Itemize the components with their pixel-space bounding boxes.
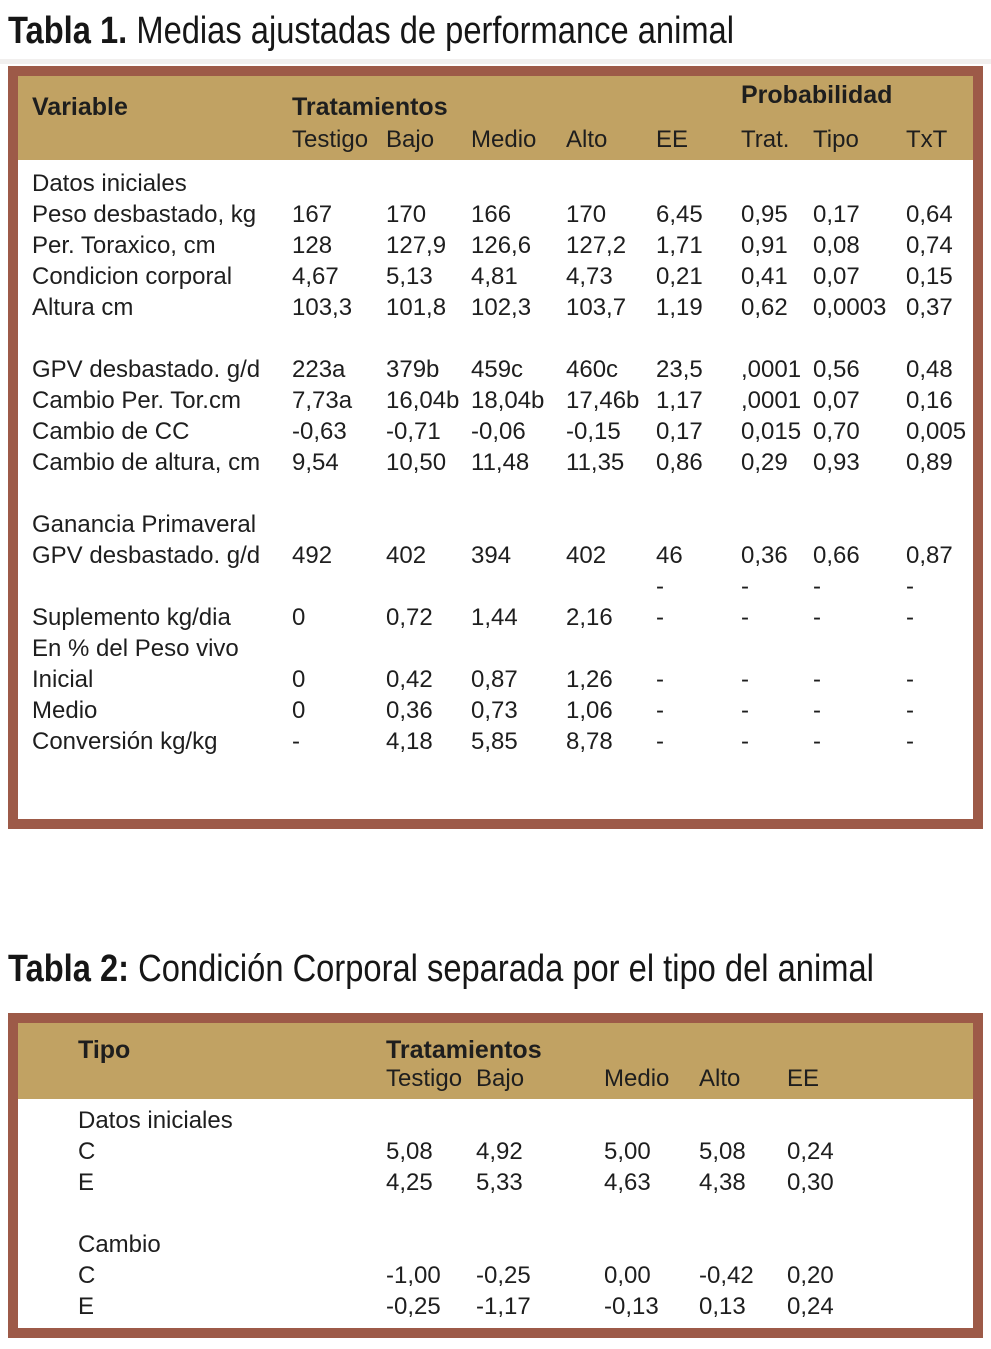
- value-cell: -: [656, 727, 664, 755]
- value-cell: 170: [386, 200, 427, 228]
- value-cell: 127,9: [386, 231, 447, 259]
- value-cell: -0,06: [471, 417, 526, 445]
- value-cell: -: [906, 665, 914, 693]
- value-cell: -: [741, 572, 749, 600]
- value-cell: 0,91: [741, 231, 788, 259]
- table1: [8, 66, 983, 829]
- value-cell: 0,07: [813, 262, 860, 290]
- value-cell: -: [656, 696, 664, 724]
- row-label: GPV desbastado. g/d: [32, 355, 261, 383]
- table-row: [18, 416, 973, 447]
- table2-subheader-medio: Medio: [604, 1065, 670, 1092]
- section-row: [18, 509, 973, 540]
- value-cell: 0,0003: [813, 293, 887, 321]
- table1-title: [8, 9, 853, 53]
- table-row: [18, 230, 973, 261]
- section-row: [18, 1229, 973, 1260]
- value-cell: -: [813, 603, 821, 631]
- row-label: Conversión kg/kg: [32, 727, 218, 755]
- value-cell: 0,005: [906, 417, 967, 445]
- row-label: GPV desbastado. g/d: [32, 541, 261, 569]
- value-cell: 0,16: [906, 386, 953, 414]
- table-row: [18, 292, 973, 323]
- table1-title-text: Medias ajustadas de performance animal: [127, 10, 735, 52]
- value-cell: 5,08: [699, 1137, 746, 1165]
- document-page: [0, 9, 991, 1349]
- value-cell: 402: [566, 541, 607, 569]
- value-cell: 0,29: [741, 448, 788, 476]
- value-cell: 5,13: [386, 262, 433, 290]
- spacer-row: [18, 478, 973, 509]
- value-cell: 170: [566, 200, 607, 228]
- value-cell: 23,5: [656, 355, 703, 383]
- value-cell: 492: [292, 541, 333, 569]
- value-cell: 0,74: [906, 231, 953, 259]
- table2-header-tratamientos: Tratamientos: [386, 1036, 542, 1064]
- table-row: [18, 1167, 973, 1198]
- row-label: Per. Toraxico, cm: [32, 231, 216, 259]
- value-cell: -: [656, 603, 664, 631]
- value-cell: 4,25: [386, 1168, 433, 1196]
- value-cell: 4,73: [566, 262, 613, 290]
- value-cell: ,0001: [741, 355, 802, 383]
- value-cell: 0,08: [813, 231, 860, 259]
- table2-title-label: Tabla 2:: [8, 948, 130, 990]
- value-cell: -: [741, 727, 749, 755]
- value-cell: 101,8: [386, 293, 447, 321]
- value-cell: 0,89: [906, 448, 953, 476]
- value-cell: 0,41: [741, 262, 788, 290]
- section-row: [18, 168, 973, 199]
- value-cell: 0,24: [787, 1137, 834, 1165]
- value-cell: 103,7: [566, 293, 627, 321]
- table1-subheader-medio: Medio: [471, 126, 537, 153]
- value-cell: 0,30: [787, 1168, 834, 1196]
- table-row: [18, 447, 973, 478]
- value-cell: 0,20: [787, 1261, 834, 1289]
- table1-subheader-alto: Alto: [566, 126, 608, 153]
- table1-header-variable: Variable: [32, 93, 128, 121]
- row-label: Condicion corporal: [32, 262, 233, 290]
- value-cell: -: [292, 727, 300, 755]
- value-cell: 9,54: [292, 448, 339, 476]
- value-cell: 103,3: [292, 293, 353, 321]
- value-cell: 0: [292, 603, 306, 631]
- value-cell: -0,25: [386, 1292, 441, 1320]
- table-row: [18, 1260, 973, 1291]
- value-cell: -: [813, 727, 821, 755]
- value-cell: 402: [386, 541, 427, 569]
- table1-body: [18, 160, 973, 757]
- value-cell: 1,44: [471, 603, 518, 631]
- spacer-row: [18, 1198, 973, 1229]
- value-cell: 0,64: [906, 200, 953, 228]
- section-row: [18, 1105, 973, 1136]
- value-cell: 0,21: [656, 262, 703, 290]
- table-row: [18, 695, 973, 726]
- value-cell: -: [813, 665, 821, 693]
- value-cell: 0,87: [906, 541, 953, 569]
- table2: [8, 1013, 983, 1338]
- row-label: C: [78, 1137, 96, 1165]
- table-row: [18, 571, 973, 602]
- value-cell: 11,35: [566, 448, 625, 476]
- value-cell: 1,06: [566, 696, 613, 724]
- table2-subheader-testigo: Testigo: [386, 1065, 463, 1092]
- value-cell: 394: [471, 541, 512, 569]
- value-cell: 4,38: [699, 1168, 746, 1196]
- table1-subheader-tipo: Tipo: [813, 126, 859, 153]
- value-cell: -: [906, 603, 914, 631]
- value-cell: -1,00: [386, 1261, 441, 1289]
- value-cell: -0,71: [386, 417, 441, 445]
- table1-header-probabilidad: Probabilidad: [741, 81, 893, 109]
- value-cell: -1,17: [476, 1292, 531, 1320]
- value-cell: 8,78: [566, 727, 613, 755]
- table1-header: [18, 76, 973, 160]
- value-cell: 379b: [386, 355, 440, 383]
- table2-header-tipo: Tipo: [78, 1036, 131, 1064]
- value-cell: 1,19: [656, 293, 703, 321]
- value-cell: -: [741, 696, 749, 724]
- row-label: En % del Peso vivo: [32, 634, 239, 662]
- value-cell: 1,17: [656, 386, 703, 414]
- value-cell: 102,3: [471, 293, 532, 321]
- value-cell: -: [906, 696, 914, 724]
- value-cell: 126,6: [471, 231, 532, 259]
- value-cell: 0,70: [813, 417, 860, 445]
- value-cell: 4,67: [292, 262, 339, 290]
- table2-subheader-ee: EE: [787, 1065, 820, 1092]
- value-cell: -: [741, 603, 749, 631]
- value-cell: 0,13: [699, 1292, 746, 1320]
- table-row: [18, 664, 973, 695]
- row-label: Inicial: [32, 665, 94, 693]
- row-label: Datos iniciales: [32, 169, 187, 197]
- value-cell: 4,81: [471, 262, 518, 290]
- table2-body: [18, 1099, 973, 1322]
- table-row: [18, 261, 973, 292]
- table2-title: [8, 947, 874, 991]
- value-cell: 0,24: [787, 1292, 834, 1320]
- value-cell: 7,73a: [292, 386, 353, 414]
- value-cell: 0,37: [906, 293, 953, 321]
- value-cell: 0,86: [656, 448, 703, 476]
- value-cell: 127,2: [566, 231, 627, 259]
- value-cell: 0,07: [813, 386, 860, 414]
- value-cell: 128: [292, 231, 333, 259]
- table1-subheader-trat: Trat.: [741, 126, 790, 153]
- value-cell: 0,00: [604, 1261, 651, 1289]
- value-cell: 223a: [292, 355, 346, 383]
- row-label: Cambio de altura, cm: [32, 448, 261, 476]
- row-label: Cambio Per. Tor.cm: [32, 386, 241, 414]
- table1-subheader-bajo: Bajo: [386, 126, 435, 153]
- value-cell: 5,85: [471, 727, 518, 755]
- value-cell: 0,015: [741, 417, 802, 445]
- value-cell: 5,08: [386, 1137, 433, 1165]
- value-cell: 0,36: [386, 696, 433, 724]
- table2-subheader-alto: Alto: [699, 1065, 741, 1092]
- value-cell: -0,25: [476, 1261, 531, 1289]
- table-row: [18, 199, 973, 230]
- row-label: Suplemento kg/dia: [32, 603, 231, 631]
- value-cell: 0: [292, 665, 306, 693]
- value-cell: 459c: [471, 355, 524, 383]
- value-cell: 17,46b: [566, 386, 640, 414]
- value-cell: 4,92: [476, 1137, 523, 1165]
- value-cell: 5,33: [476, 1168, 523, 1196]
- value-cell: 6,45: [656, 200, 703, 228]
- row-label: Peso desbastado, kg: [32, 200, 257, 228]
- value-cell: 460c: [566, 355, 619, 383]
- value-cell: 0,95: [741, 200, 788, 228]
- row-label: Cambio: [78, 1230, 161, 1258]
- table1-subheader-testigo: Testigo: [292, 126, 369, 153]
- value-cell: -: [656, 665, 664, 693]
- value-cell: -: [813, 696, 821, 724]
- table2-subheader-bajo: Bajo: [476, 1065, 525, 1092]
- value-cell: 0,48: [906, 355, 953, 383]
- table-row: [18, 602, 973, 633]
- value-cell: 5,00: [604, 1137, 651, 1165]
- value-cell: 46: [656, 541, 683, 569]
- spacer-row: [18, 323, 973, 354]
- value-cell: -: [741, 665, 749, 693]
- value-cell: -: [906, 727, 914, 755]
- value-cell: -0,42: [699, 1261, 754, 1289]
- value-cell: 10,50: [386, 448, 447, 476]
- divider-line: [0, 59, 991, 64]
- value-cell: 0,66: [813, 541, 860, 569]
- value-cell: 0,42: [386, 665, 433, 693]
- value-cell: -0,15: [566, 417, 621, 445]
- row-label: E: [78, 1292, 95, 1320]
- value-cell: 1,26: [566, 665, 613, 693]
- table2-header: [18, 1023, 973, 1099]
- value-cell: -: [813, 572, 821, 600]
- value-cell: 0,62: [741, 293, 788, 321]
- table1-subheader-ee: EE: [656, 126, 689, 153]
- value-cell: 1,71: [656, 231, 703, 259]
- table-row: [18, 1136, 973, 1167]
- value-cell: 0,36: [741, 541, 788, 569]
- value-cell: 167: [292, 200, 333, 228]
- value-cell: 0,17: [813, 200, 860, 228]
- value-cell: 0,17: [656, 417, 703, 445]
- value-cell: 4,63: [604, 1168, 651, 1196]
- value-cell: -: [656, 572, 664, 600]
- row-label: Medio: [32, 696, 98, 724]
- value-cell: 0,56: [813, 355, 860, 383]
- row-label: Cambio de CC: [32, 417, 190, 445]
- table-row: [18, 726, 973, 757]
- value-cell: 0,72: [386, 603, 433, 631]
- value-cell: -0,63: [292, 417, 347, 445]
- table1-header-tratamientos: Tratamientos: [292, 93, 448, 121]
- row-label: Datos iniciales: [78, 1106, 233, 1134]
- value-cell: -: [906, 572, 914, 600]
- table1-title-label: Tabla 1.: [8, 10, 128, 52]
- value-cell: 0,15: [906, 262, 953, 290]
- table1-subheader-txt: TxT: [906, 126, 948, 153]
- table-row: [18, 354, 973, 385]
- value-cell: ,0001: [741, 386, 802, 414]
- table-row: [18, 385, 973, 416]
- value-cell: 18,04b: [471, 386, 545, 414]
- row-label: Ganancia Primaveral: [32, 510, 257, 538]
- value-cell: 0,73: [471, 696, 518, 724]
- value-cell: 0,87: [471, 665, 518, 693]
- row-label: C: [78, 1261, 96, 1289]
- value-cell: 166: [471, 200, 512, 228]
- row-label: E: [78, 1168, 95, 1196]
- value-cell: 16,04b: [386, 386, 460, 414]
- value-cell: 11,48: [471, 448, 530, 476]
- table-row: [18, 1291, 973, 1322]
- section-row: [18, 633, 973, 664]
- value-cell: 0: [292, 696, 306, 724]
- value-cell: -0,13: [604, 1292, 659, 1320]
- row-label: Altura cm: [32, 293, 134, 321]
- table2-title-text: Condición Corporal separada por el tipo del animal: [129, 948, 874, 990]
- value-cell: 0,93: [813, 448, 860, 476]
- value-cell: 4,18: [386, 727, 433, 755]
- value-cell: 2,16: [566, 603, 613, 631]
- table-row: [18, 540, 973, 571]
